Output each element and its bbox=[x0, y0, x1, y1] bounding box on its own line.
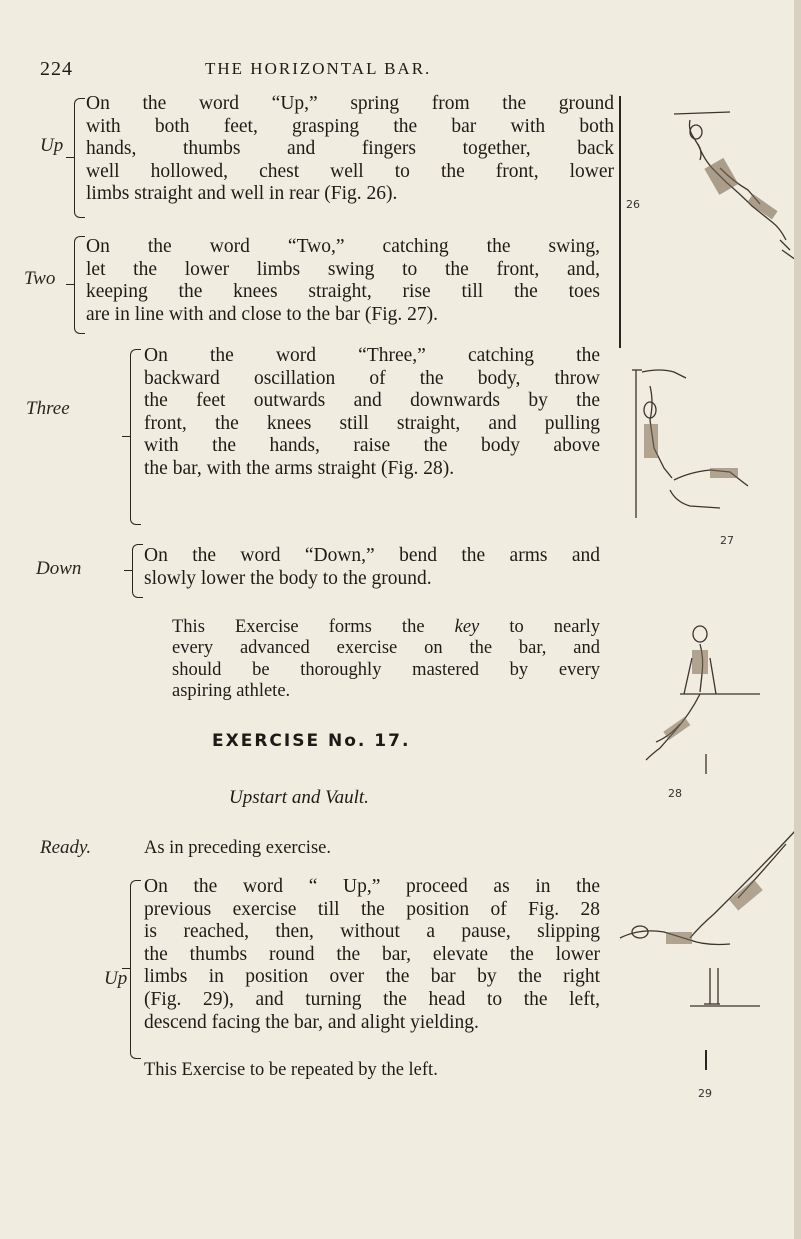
step-label-two: Two bbox=[24, 268, 56, 289]
step-up-line: hands, thumbs and fingers together, back bbox=[86, 138, 614, 160]
exercise-subheading: Upstart and Vault. bbox=[229, 787, 369, 808]
step-up-line: well hollowed, chest well to the front, lower bbox=[86, 160, 614, 182]
fig27-limb bbox=[670, 490, 720, 508]
step-label-up-2: Up bbox=[104, 968, 128, 989]
fig27-head bbox=[644, 402, 656, 418]
step-three-line: front, the knees still straight, and pulling bbox=[144, 412, 600, 434]
figure-26-illustration bbox=[630, 90, 800, 315]
exercise-heading: EXERCISE No. 17. bbox=[212, 731, 411, 751]
note-line-1 bbox=[172, 617, 600, 638]
page-edge bbox=[794, 0, 801, 1239]
figure-26-number: 26 bbox=[626, 198, 640, 211]
step-up-2-line: previous exercise till the position of Fig. 28 bbox=[144, 898, 600, 920]
step-up-2-line: (Fig. 29), and turning the head to the left, bbox=[144, 988, 600, 1010]
note-line: should be thoroughly mastered by every bbox=[172, 659, 600, 680]
fig26-head bbox=[690, 125, 702, 139]
brace-down-tip bbox=[124, 570, 132, 571]
brace-two bbox=[74, 236, 85, 334]
fig29-shade bbox=[729, 879, 763, 910]
step-down-text bbox=[144, 545, 600, 590]
fig26-shade bbox=[704, 158, 738, 195]
brace-three bbox=[130, 349, 141, 525]
step-three-line: with the hands, raise the body above bbox=[144, 435, 600, 457]
step-down-line: On the word “Down,” bend the arms and bbox=[144, 545, 600, 566]
step-up-2-text bbox=[144, 876, 600, 1034]
step-two-line: On the word “Two,” catching the swing, bbox=[86, 236, 600, 257]
fig29-posts bbox=[710, 968, 718, 1004]
fig29-shade-2 bbox=[666, 932, 692, 944]
brace-down bbox=[132, 544, 143, 598]
brace-up-tip bbox=[66, 157, 74, 158]
ready-label: Ready. bbox=[40, 837, 92, 858]
step-three-line: the bar, with the arms straight (Fig. 28). bbox=[144, 457, 455, 479]
step-up-2-line: is reached, then, without a pause, slipping bbox=[144, 921, 600, 943]
note-before: This Exercise forms the bbox=[172, 617, 455, 637]
page-number: 224 bbox=[40, 58, 73, 80]
step-up-text bbox=[86, 93, 614, 206]
final-line: This Exercise to be repeated by the left. bbox=[144, 1060, 438, 1080]
step-three-line: the feet outwards and downwards by the bbox=[144, 390, 600, 412]
figure-rule-top bbox=[619, 96, 621, 348]
brace-up bbox=[74, 98, 85, 218]
page-header bbox=[0, 58, 801, 82]
step-up-line: On the word “Up,” spring from the ground bbox=[86, 93, 614, 114]
fig27-bar bbox=[642, 370, 686, 378]
step-up-2-line: On the word “ Up,” proceed as in the bbox=[144, 876, 600, 897]
step-label-up: Up bbox=[40, 135, 64, 156]
fig26-body bbox=[698, 144, 786, 240]
figure-29-number: 29 bbox=[698, 1087, 712, 1100]
fig26-bar bbox=[674, 112, 730, 114]
fig26-shade-2 bbox=[747, 194, 777, 219]
step-three-text bbox=[144, 345, 600, 481]
step-up-2-line: descend facing the bar, and alight yielding. bbox=[144, 1011, 479, 1033]
step-up-line: limbs straight and well in rear (Fig. 26). bbox=[86, 183, 398, 205]
fig28-shade-2 bbox=[663, 717, 690, 740]
fig27-shade-2 bbox=[710, 468, 738, 478]
running-head: THE HORIZONTAL BAR. bbox=[205, 59, 432, 78]
key-note bbox=[172, 617, 600, 703]
brace-two-tip bbox=[66, 284, 74, 285]
step-two-text bbox=[86, 236, 600, 326]
step-label-three: Three bbox=[26, 398, 70, 419]
fig27-shade bbox=[644, 424, 658, 458]
brace-up-2-tip bbox=[122, 968, 130, 969]
note-key-word: key bbox=[454, 617, 480, 637]
brace-three-tip bbox=[122, 436, 130, 437]
step-label-down: Down bbox=[36, 558, 82, 579]
step-two-line: are in line with and close to the bar (Fig. 27). bbox=[86, 303, 438, 325]
figure-29-illustration bbox=[610, 828, 800, 1058]
figure-28-illustration bbox=[640, 614, 770, 774]
figure-28-number: 28 bbox=[668, 787, 682, 800]
step-two-line: keeping the knees straight, rise till the toes bbox=[86, 281, 600, 303]
ready-text: As in preceding exercise. bbox=[144, 838, 331, 858]
step-two-line: let the lower limbs swing to the front, and, bbox=[86, 258, 600, 280]
figure-27-number: 27 bbox=[720, 534, 734, 547]
note-after: to nearly bbox=[479, 617, 600, 637]
fig29-leg-upper bbox=[690, 830, 796, 938]
figure-27-illustration bbox=[620, 340, 790, 520]
step-up-2-line: the thumbs round the bar, elevate the lower bbox=[144, 943, 600, 965]
step-three-line: On the word “Three,” catching the bbox=[144, 345, 600, 366]
note-line: every advanced exercise on the bar, and bbox=[172, 638, 600, 659]
step-up-line: with both feet, grasping the bar with both bbox=[86, 115, 614, 137]
step-three-line: backward oscillation of the body, throw bbox=[144, 367, 600, 389]
note-line: aspiring athlete. bbox=[172, 681, 291, 702]
step-down-line: slowly lower the body to the ground. bbox=[144, 567, 432, 589]
brace-up-2 bbox=[130, 880, 141, 1059]
step-up-2-line: limbs in position over the bar by the right bbox=[144, 966, 600, 988]
fig28-shade bbox=[692, 650, 708, 674]
fig28-head bbox=[693, 626, 707, 642]
